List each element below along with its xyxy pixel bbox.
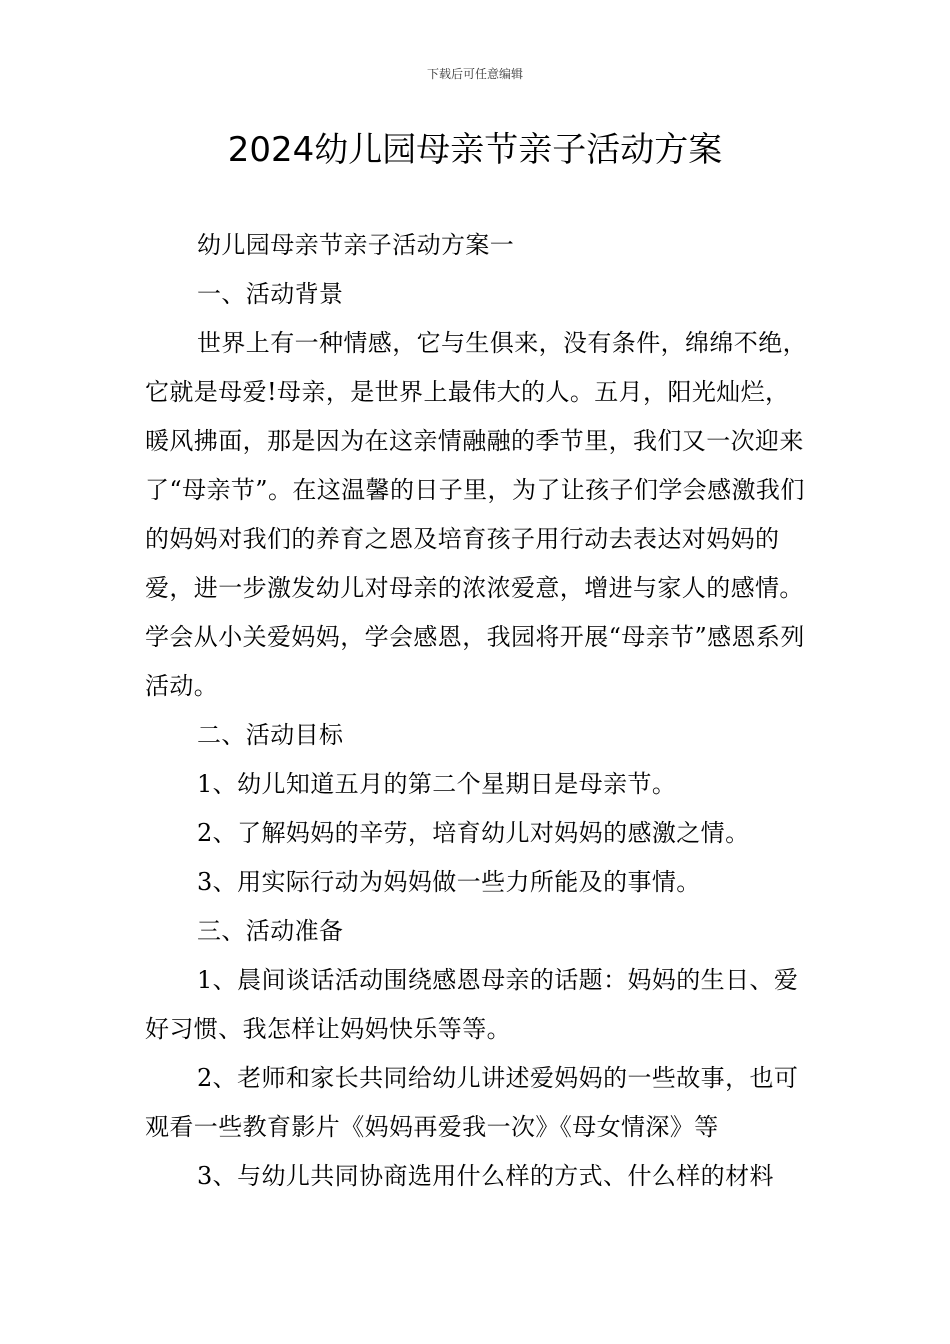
plan-subtitle: 幼儿园母亲节亲子活动方案一 — [197, 231, 515, 259]
header-note: 下载后可任意编辑 — [426, 67, 523, 81]
goal-item-1: 1、幼儿知道五月的第二个星期日是母亲节。 — [197, 770, 677, 798]
section-heading-goals: 二、活动目标 — [197, 721, 344, 749]
document-body — [145, 221, 808, 1201]
goal-item-3: 3、用实际行动为妈妈做一些力所能及的事情。 — [197, 868, 701, 896]
document-title: 2024幼儿园母亲节亲子活动方案 — [227, 130, 723, 170]
section-heading-background: 一、活动背景 — [197, 280, 344, 308]
preparation-item-1: 1、晨间谈话活动围绕感恩母亲的话题：妈妈的生日、爱好习惯、我怎样让妈妈快乐等等。 — [145, 966, 799, 1043]
background-paragraph: 世界上有一种情感，它与生俱来，没有条件，绵绵不绝，它就是母爱!母亲，是世界上最伟大的人。五月，阳光灿烂，暖风拂面，那是因为在这亲情融融的季节里，我们又一次迎来了“母亲节”。在这温馨的日子里，为了让孩子们学会感激我们的妈妈对我们的养育之恩及培育孩子用行动去表达对妈妈的爱，进一步激发幼儿对母亲的浓浓爱意，增进与家人的感情。学会从小关爱妈妈，学会感恩，我园将开展“母亲节”感恩系列活动。 — [145, 329, 807, 700]
goal-item-2: 2、了解妈妈的辛劳，培育幼儿对妈妈的感激之情。 — [197, 819, 750, 847]
preparation-item-2: 2、老师和家长共同给幼儿讲述爱妈妈的一些故事，也可观看一些教育影片《妈妈再爱我一次》《母女情深》等 — [145, 1064, 799, 1141]
section-heading-preparation: 三、活动准备 — [197, 917, 344, 945]
preparation-item-3: 3、与幼儿共同协商选用什么样的方式、什么样的材料 — [197, 1162, 774, 1190]
